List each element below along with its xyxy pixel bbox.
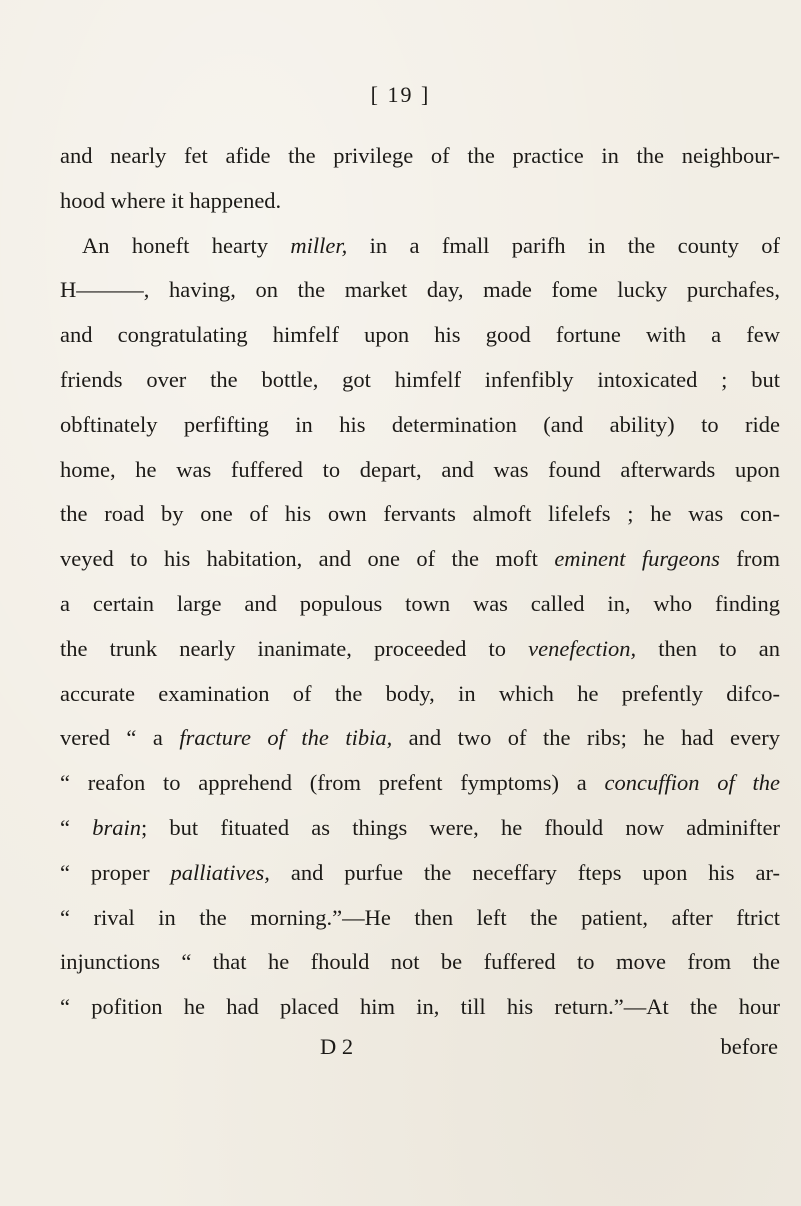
catchword: before [720,1034,778,1059]
text-line: “ reafon to apprehend (from prefent fymptoms) a concuffion of the [60,770,780,796]
text-line: the road by one of his own fervants almoft lifelefs ; he was con- [60,501,780,527]
text-line: An honeft hearty miller, in a fmall parifh in the county of [82,232,780,258]
text-line: the trunk nearly inanimate, proceeded to venefection, then to an [60,635,780,661]
text-line: hood where it happened. [60,187,282,213]
text-line: obftinately perfifting in his determination (and ability) to ride [60,411,780,437]
text-line: vered “ a fracture of the tibia, and two of the ribs; he had every [60,725,780,751]
page-number: [ 19 ] [370,82,431,107]
text-line: “ proper palliatives, and purfue the neceffary fteps upon his ar- [60,859,780,885]
text-line: “ pofition he had placed him in, till his return.”—At the hour [60,994,780,1020]
text-line: accurate examination of the body, in which he prefently difco- [60,680,780,706]
text-line: veyed to his habitation, and one of the moft eminent furgeons from [60,546,780,572]
text-line: “ rival in the morning.”—He then left the patient, after ftrict [60,904,780,930]
text-line: home, he was fuffered to depart, and was found afterwards upon [60,456,780,482]
text-line: and nearly fet afide the privilege of the practice in the neighbour- [60,143,780,168]
text-line: friends over the bottle, got himfelf infenfibly intoxicated ; but [60,367,780,392]
text-line: “ brain; but fituated as things were, he fhould now adminifter [60,815,780,840]
signature-mark: D 2 [320,1034,354,1059]
text-line: a certain large and populous town was called in, who finding [60,591,780,616]
text-line: H———, having, on the market day, made fome lucky purchafes, [60,277,780,303]
text-line: injunctions “ that he fhould not be fuffered to move from the [60,949,780,975]
text-line: and congratulating himfelf upon his good fortune with a few [60,322,780,348]
